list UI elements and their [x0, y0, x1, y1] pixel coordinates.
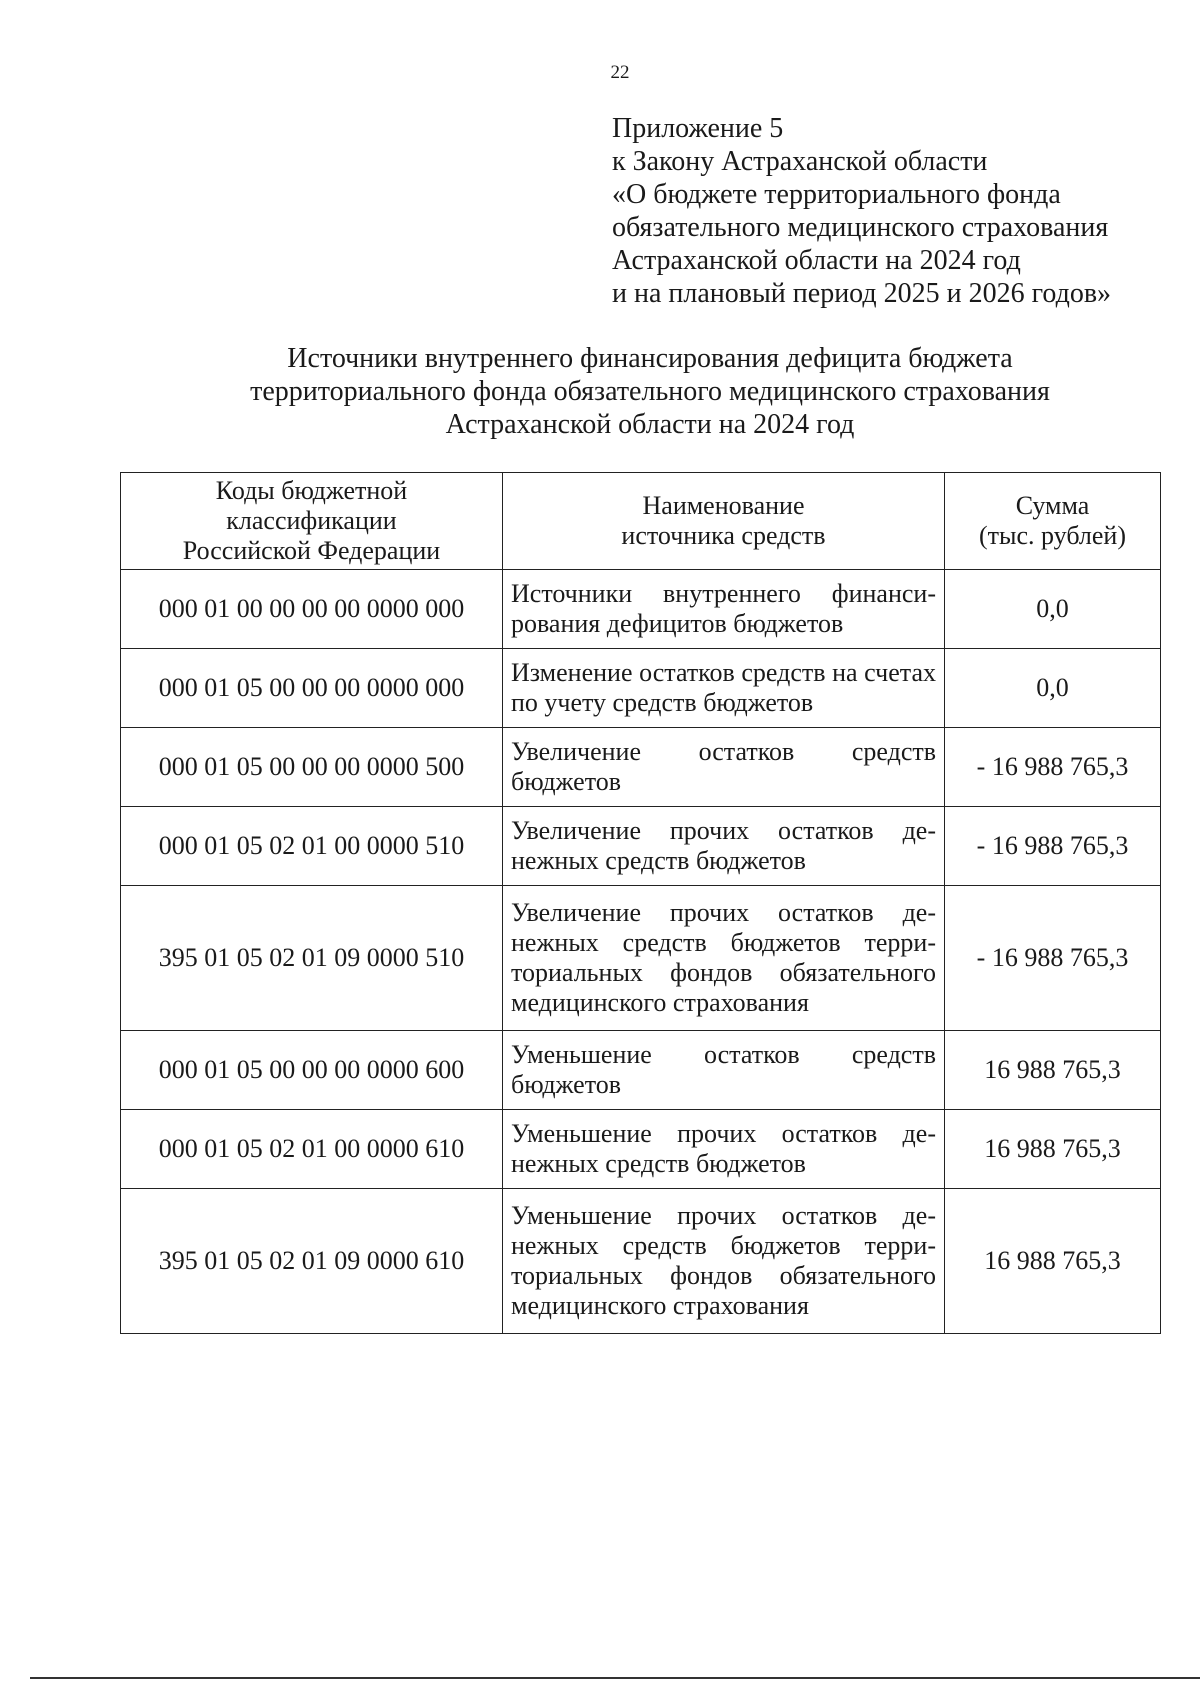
row-name: Изменение остатков средств на счетах по учету средств бюджетов [503, 649, 945, 728]
table-row [121, 1189, 1161, 1334]
table-row [121, 649, 1161, 728]
row-code: 000 01 05 00 00 00 0000 600 [121, 1031, 503, 1110]
title-line: Астраханской области на 2024 год [445, 409, 855, 440]
row-code: 000 01 05 00 00 00 0000 500 [121, 728, 503, 807]
row-name: Уменьшение остатков средств бюджетов [503, 1031, 945, 1110]
row-name: Увеличение остатков средств бюджетов [503, 728, 945, 807]
row-code: 000 01 05 02 01 00 0000 610 [121, 1110, 503, 1189]
page-bottom-rule [30, 1677, 1200, 1679]
appendix-line: обязательного медицинского страхования [612, 212, 1109, 243]
sources-table [120, 472, 1161, 1334]
table-row [121, 1031, 1161, 1110]
row-code: 000 01 05 02 01 00 0000 510 [121, 807, 503, 886]
row-amount: - 16 988 765,3 [945, 728, 1161, 807]
table-row [121, 728, 1161, 807]
appendix-line: к Закону Астраханской области [612, 146, 988, 177]
document-title [150, 342, 1150, 441]
page-number: 22 [610, 62, 630, 83]
row-name: Уменьшение прочих остатков де-нежных средств бюджетов [503, 1110, 945, 1189]
row-code: 000 01 00 00 00 00 0000 000 [121, 570, 503, 649]
row-amount: 16 988 765,3 [945, 1031, 1161, 1110]
row-name: Увеличение прочих остатков де-нежных средств бюджетов [503, 807, 945, 886]
row-name: Источники внутреннего финанси-рования дефицитов бюджетов [503, 570, 945, 649]
row-code: 000 01 05 00 00 00 0000 000 [121, 649, 503, 728]
row-amount: - 16 988 765,3 [945, 807, 1161, 886]
row-name: Увеличение прочих остатков де-нежных средств бюджетов терри-ториальных фондов обязательного медицинского страхования [503, 886, 945, 1031]
appendix-line: и на плановый период 2025 и 2026 годов» [612, 278, 1112, 309]
table-row [121, 1110, 1161, 1189]
row-amount: 16 988 765,3 [945, 1110, 1161, 1189]
row-code: 395 01 05 02 01 09 0000 510 [121, 886, 503, 1031]
row-amount: 16 988 765,3 [945, 1189, 1161, 1334]
appendix-heading [612, 112, 1111, 310]
row-code: 395 01 05 02 01 09 0000 610 [121, 1189, 503, 1334]
appendix-line: Астраханской области на 2024 год [612, 245, 1021, 276]
header-amount-line: Сумма [1015, 491, 1090, 520]
row-amount: 0,0 [945, 649, 1161, 728]
row-amount: 0,0 [945, 570, 1161, 649]
row-amount: - 16 988 765,3 [945, 886, 1161, 1031]
table-row [121, 886, 1161, 1031]
title-line: территориального фонда обязательного медицинского страхования [250, 376, 1050, 407]
header-name [503, 473, 945, 570]
table-row [121, 807, 1161, 886]
header-name-line: источника средств [621, 521, 826, 550]
header-name-line: Наименование [642, 491, 805, 520]
table-header-row [121, 473, 1161, 570]
header-code [121, 473, 503, 570]
header-amount [945, 473, 1161, 570]
header-amount-line: (тыс. рублей) [978, 521, 1126, 550]
header-code-line: Российской Федерации [182, 536, 441, 565]
appendix-line: «О бюджете территориального фонда [612, 179, 1061, 210]
table-row [121, 570, 1161, 649]
title-line: Источники внутреннего финансирования дефицита бюджета [287, 343, 1013, 374]
appendix-line: Приложение 5 [612, 113, 784, 144]
row-name: Уменьшение прочих остатков де-нежных средств бюджетов терри-ториальных фондов обязательного медицинского страхования [503, 1189, 945, 1334]
header-code-line: классификации [226, 506, 397, 535]
header-code-line: Коды бюджетной [215, 476, 408, 505]
